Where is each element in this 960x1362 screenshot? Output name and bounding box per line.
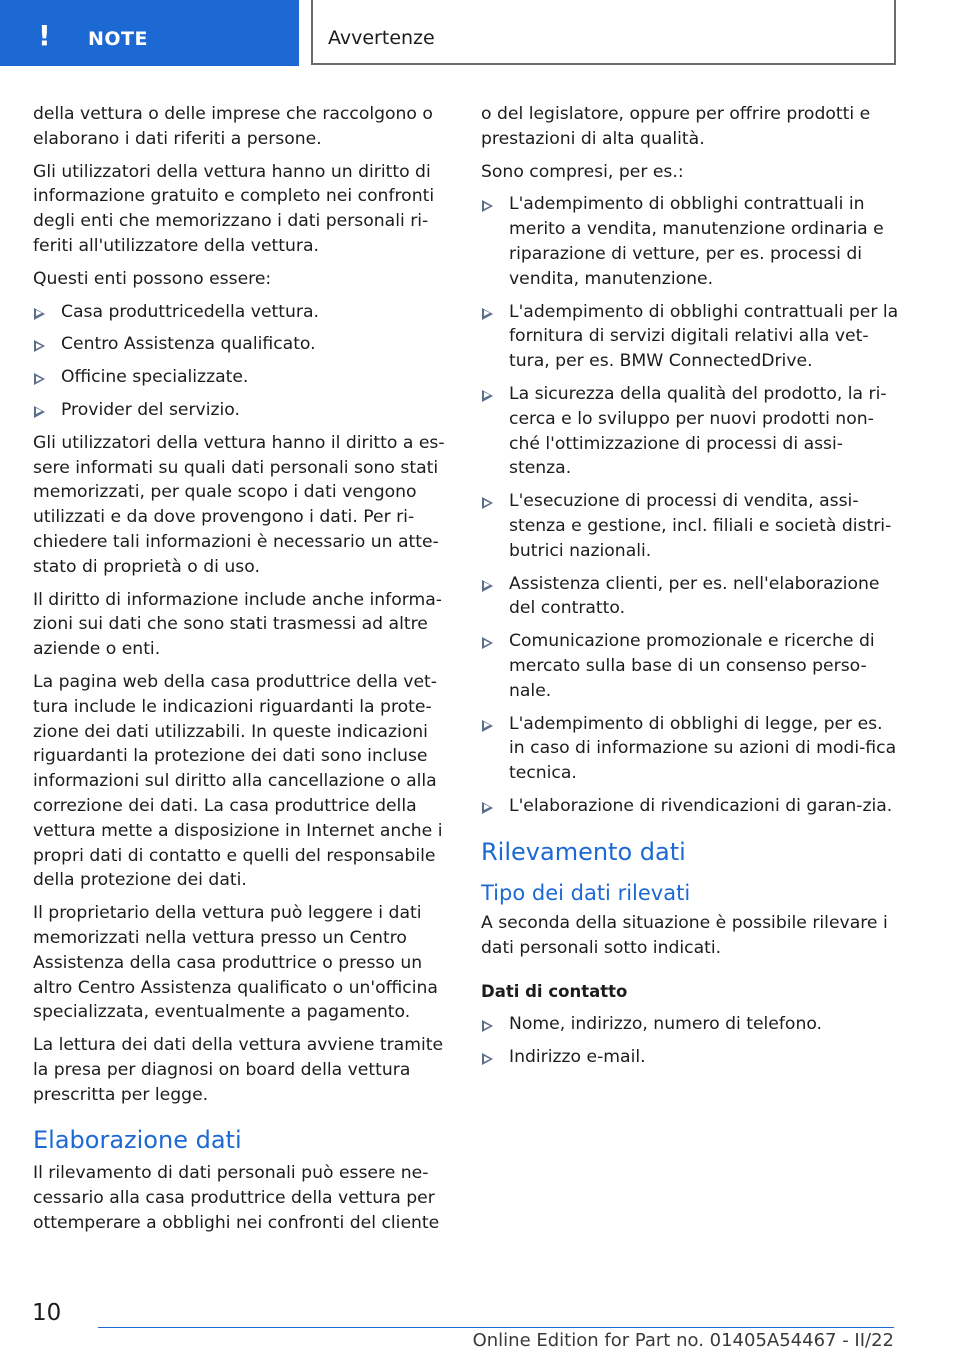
list-item-text: Centro Assistenza qualificato. — [61, 334, 316, 355]
paragraph: Questi enti possono essere: — [33, 268, 272, 289]
paragraph: Sono compresi, per es.: — [481, 161, 684, 182]
list-item-text: Officine specializzate. — [61, 367, 249, 388]
footer-divider — [98, 1327, 894, 1328]
list-item — [33, 300, 453, 325]
list-item-text: Nome, indirizzo, numero di telefono. — [509, 1014, 823, 1035]
triangle-bullet-icon — [482, 720, 493, 732]
paragraph: La lettura dei dati della vettura avviene tramite la presa per diagnosi on board della vettura prescritta per legge. — [33, 1035, 444, 1105]
list-item-text: La sicurezza della qualità del prodotto, la ri-cerca e lo sviluppo per nuovi prodotti non-ché l'ottimizzazione di processi di assi-stenza. — [509, 383, 887, 479]
paragraph: Il diritto di informazione include anche informa-zioni sui dati che sono stati trasmessi ad altre aziende o enti. — [33, 589, 442, 660]
left-column — [33, 102, 453, 1244]
list-item — [481, 794, 901, 819]
list-item-text: L'esecuzione di processi di vendita, assi-stenza e gestione, incl. filiali e società distri-butrici nazionali. — [509, 491, 892, 561]
subsection-heading: Tipo dei dati rilevati — [481, 880, 691, 905]
paragraph: Gli utilizzatori della vettura hanno un diritto di informazione gratuito e completo nei confronti degli enti che memorizzano i dati personali ri-feriti all'utilizzatore della vettura. — [33, 161, 435, 256]
list-item-text: Assistenza clienti, per es. nell'elaborazione del contratto. — [509, 573, 880, 619]
paragraph: Il rilevamento di dati personali può essere ne-cessario alla casa produttrice della vettura per ottemperare a obblighi nei confronti del cliente — [33, 1163, 440, 1234]
paragraph: o del legislatore, oppure per offrire prodotti e prestazioni di alta qualità. — [481, 104, 871, 149]
list-item-text: Indirizzo e-mail. — [509, 1047, 646, 1068]
paragraph: A seconda della situazione è possibile rilevare i dati personali sotto indicati. — [481, 912, 888, 958]
list-item — [33, 365, 453, 390]
list-item — [481, 300, 901, 374]
list-item-text: Comunicazione promozionale e ricerche di mercato sulla base di un consenso perso-nale. — [509, 631, 875, 701]
page-number: 10 — [32, 1300, 62, 1326]
paragraph: della vettura o delle imprese che raccolgono o elaborano i dati riferiti a persone. — [33, 104, 433, 149]
triangle-bullet-icon — [34, 308, 45, 320]
triangle-bullet-icon — [482, 580, 493, 592]
list-item-text: Casa produttricedella vettura. — [61, 301, 319, 322]
triangle-bullet-icon — [482, 390, 493, 402]
section-heading: Elaborazione dati — [33, 1126, 242, 1155]
triangle-bullet-icon — [482, 637, 493, 649]
list-item — [481, 382, 901, 481]
triangle-bullet-icon — [482, 200, 493, 212]
note-label: NOTE — [88, 28, 148, 50]
section-heading: Rilevamento dati — [481, 837, 686, 866]
list-item-text: L'elaborazione di rivendicazioni di garan-zia. — [509, 795, 893, 816]
triangle-bullet-icon — [34, 406, 45, 418]
subheading-contact-data: Dati di contatto — [481, 982, 628, 1002]
triangle-bullet-icon — [482, 1053, 493, 1065]
bullet-list — [481, 192, 901, 818]
list-item — [481, 629, 901, 703]
section-title: Avvertenze — [328, 27, 435, 49]
list-item-text: L'adempimento di obblighi contrattuali in merito a vendita, manutenzione ordinaria e riparazione di vetture, per es. processi di vendita, manutenzione. — [509, 194, 884, 289]
list-item — [33, 332, 453, 357]
footer-edition: Online Edition for Part no. 01405A54467 - II/22 — [472, 1330, 894, 1351]
paragraph: Gli utilizzatori della vettura hanno il diritto a es-sere informati su quali dati personali sono stati memorizzati, per quale scopo i dati vengono utilizzati e da dove provengono i dati. Per ri-chiedere tali informazioni è necessario un atte-stato di proprietà o di uso. — [33, 432, 445, 577]
triangle-bullet-icon — [482, 1020, 493, 1032]
triangle-bullet-icon — [482, 497, 493, 509]
triangle-bullet-icon — [34, 373, 45, 385]
section-header — [311, 0, 896, 65]
list-item — [33, 398, 453, 423]
bullet-list — [33, 300, 453, 423]
exclamation-icon: ! — [38, 19, 51, 52]
bullet-list — [481, 1012, 901, 1070]
list-item-text: L'adempimento di obblighi contrattuali per la fornitura di servizi digitali relativi alla vet-tura, per es. BMW ConnectedDrive. — [509, 301, 899, 372]
right-column — [481, 102, 901, 1078]
list-item — [481, 572, 901, 622]
triangle-bullet-icon — [482, 308, 493, 320]
list-item-text: L'adempimento di obblighi di legge, per es. in caso di informazione su azioni di modi-fica tecnica. — [509, 713, 897, 784]
triangle-bullet-icon — [34, 340, 45, 352]
paragraph: La pagina web della casa produttrice della vet-tura include le indicazioni riguardanti la prote-zione dei dati utilizzabili. In queste indicazioni riguardanti la protezione dei dati sono incluse informazioni sul diritto alla cancellazione o alla correzione dei dati. La casa produttrice della vettura mette a disposizione in Internet anche i propri dati di contatto e quelli del responsabile della protezione dei dati. — [33, 671, 443, 891]
paragraph: Il proprietario della vettura può leggere i dati memorizzati nella vettura presso un Centro Assistenza della casa produttrice o presso un altro Centro Assistenza qualificato o un'officina specializzata, eventualmente a pagamento. — [33, 903, 438, 1023]
list-item — [481, 192, 901, 291]
list-item — [481, 1045, 901, 1070]
list-item — [481, 712, 901, 786]
list-item-text: Provider del servizio. — [61, 399, 240, 420]
triangle-bullet-icon — [482, 802, 493, 814]
note-tab — [0, 0, 299, 66]
list-item — [481, 1012, 901, 1037]
list-item — [481, 489, 901, 563]
